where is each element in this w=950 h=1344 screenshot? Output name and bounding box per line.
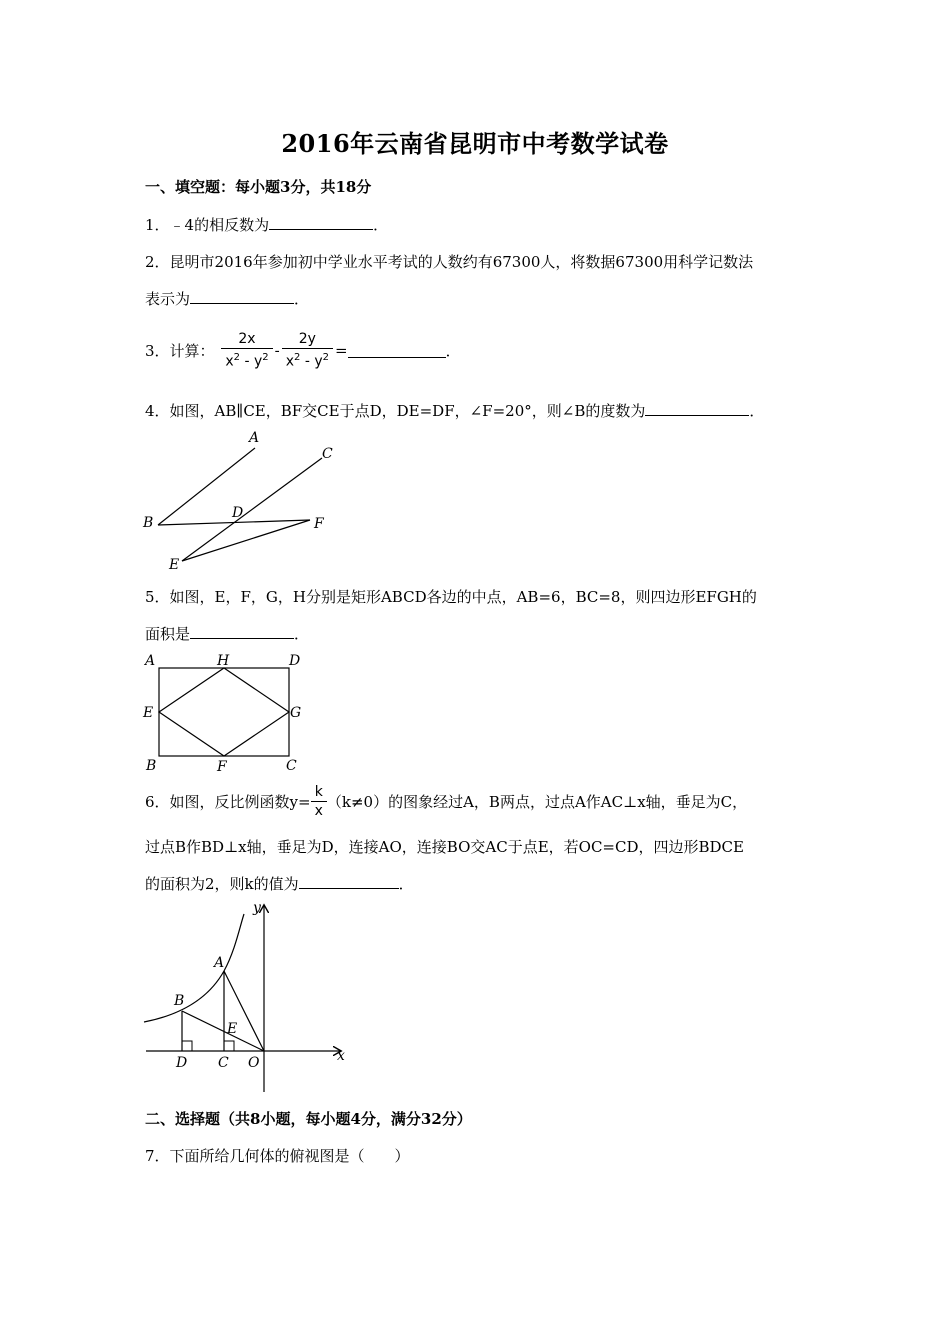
- rectangle-abcd: [159, 668, 289, 756]
- label-e: E: [143, 705, 154, 721]
- hyperbola-curve: [144, 914, 244, 1022]
- question-4: [145, 400, 764, 421]
- label-c: C: [218, 1055, 229, 1071]
- answer-blank: [645, 401, 749, 416]
- answer-blank: [348, 343, 446, 358]
- question-6-rest: （k≠0）的图象经过A，B两点，过点A作AC⊥x轴，垂足为C，: [326, 793, 748, 811]
- question-5-text: 面积是: [145, 625, 191, 643]
- question-3-tail: ．: [445, 341, 461, 360]
- label-y: y: [253, 900, 261, 916]
- question-5-figure: [140, 648, 310, 774]
- fraction-denominator: x: [311, 801, 327, 820]
- question-4-tail: ．: [749, 402, 765, 420]
- fraction-numerator: k: [314, 784, 323, 800]
- section-1-heading: 一、填空题：每小题3分，共18分: [145, 178, 372, 196]
- segment-ao: [224, 971, 264, 1051]
- question-5-line-1: 5．如图，E，F，G，H分别是矩形ABCD各边的中点，AB=6，BC=8，则四边形EFGH的: [145, 588, 757, 606]
- label-f: F: [314, 516, 324, 532]
- fraction-1-numerator: 2x: [238, 331, 256, 347]
- answer-blank: [190, 624, 294, 639]
- page-title: 2016年云南省昆明市中考数学试卷: [281, 129, 669, 158]
- question-4-text: 4．如图，AB∥CE，BF交CE于点D，DE=DF，∠F=20°，则∠B的度数为: [145, 402, 646, 420]
- question-5-line-2: [145, 623, 309, 644]
- right-angle-c: [224, 1041, 234, 1051]
- question-1-tail: ．: [373, 216, 389, 234]
- question-2-tail: ．: [294, 290, 310, 308]
- fraction-1-denominator: $x^2 - y^2$: [221, 348, 272, 371]
- right-angle-d: [182, 1041, 192, 1051]
- question-7: 7．下面所给几何体的俯视图是（ ）: [145, 1147, 410, 1165]
- question-6-line-1: [145, 783, 747, 820]
- fraction-1: [221, 330, 272, 371]
- question-1-text: 1．﹣4的相反数为: [145, 216, 270, 234]
- label-c: C: [286, 758, 297, 774]
- line-ef: [182, 520, 310, 561]
- equals-sign: =: [335, 341, 348, 360]
- label-a: A: [249, 430, 260, 446]
- label-e: E: [169, 557, 180, 573]
- answer-blank: [190, 289, 294, 304]
- question-3-lead: 3．计算：: [145, 341, 215, 360]
- rhombus-efgh: [159, 668, 289, 756]
- question-5-tail: ．: [294, 625, 310, 643]
- section-2-heading: 二、选择题（共8小题，每小题4分，满分32分）: [145, 1110, 472, 1128]
- answer-blank: [269, 215, 373, 230]
- question-2-line-2: [145, 288, 309, 309]
- question-6-tail: ．: [398, 875, 414, 893]
- label-c: C: [322, 446, 333, 462]
- question-2-text: 表示为: [145, 290, 191, 308]
- label-o: O: [248, 1055, 260, 1071]
- label-b: B: [143, 515, 154, 531]
- question-1: [145, 214, 388, 235]
- label-a: A: [145, 653, 156, 669]
- label-a: A: [214, 955, 225, 971]
- fraction-2-numerator: 2y: [298, 331, 316, 347]
- question-3: [145, 330, 461, 371]
- question-6-figure: [140, 896, 355, 1096]
- line-ce: [182, 458, 322, 561]
- question-4-figure: [140, 428, 340, 574]
- question-6-text: 的面积为2，则k的值为: [145, 875, 299, 893]
- label-d: D: [289, 653, 301, 669]
- label-f: F: [217, 759, 227, 774]
- minus-sign: -: [274, 341, 280, 360]
- question-6-line-3: [145, 873, 414, 894]
- label-d: D: [176, 1055, 188, 1071]
- segment-bo: [182, 1011, 264, 1051]
- label-h: H: [217, 653, 230, 669]
- fraction-2-denominator: $x^2 - y^2$: [282, 348, 333, 371]
- fraction-k-over-x: [311, 783, 327, 820]
- question-6-lead: 6．如图，反比例函数y=: [145, 793, 311, 811]
- label-x: x: [337, 1048, 345, 1064]
- label-e: E: [227, 1021, 238, 1037]
- question-6-line-2: 过点B作BD⊥x轴，垂足为D，连接AO，连接BO交AC于点E，若OC=CD，四边形BDCE: [145, 838, 744, 856]
- label-g: G: [290, 705, 302, 721]
- label-d: D: [232, 505, 244, 521]
- fraction-2: [282, 330, 333, 371]
- label-b: B: [146, 758, 157, 774]
- answer-blank: [299, 874, 399, 889]
- question-2-line-1: 2．昆明市2016年参加初中学业水平考试的人数约有67300人，将数据67300用科学记数法: [145, 253, 754, 271]
- label-b: B: [174, 993, 185, 1009]
